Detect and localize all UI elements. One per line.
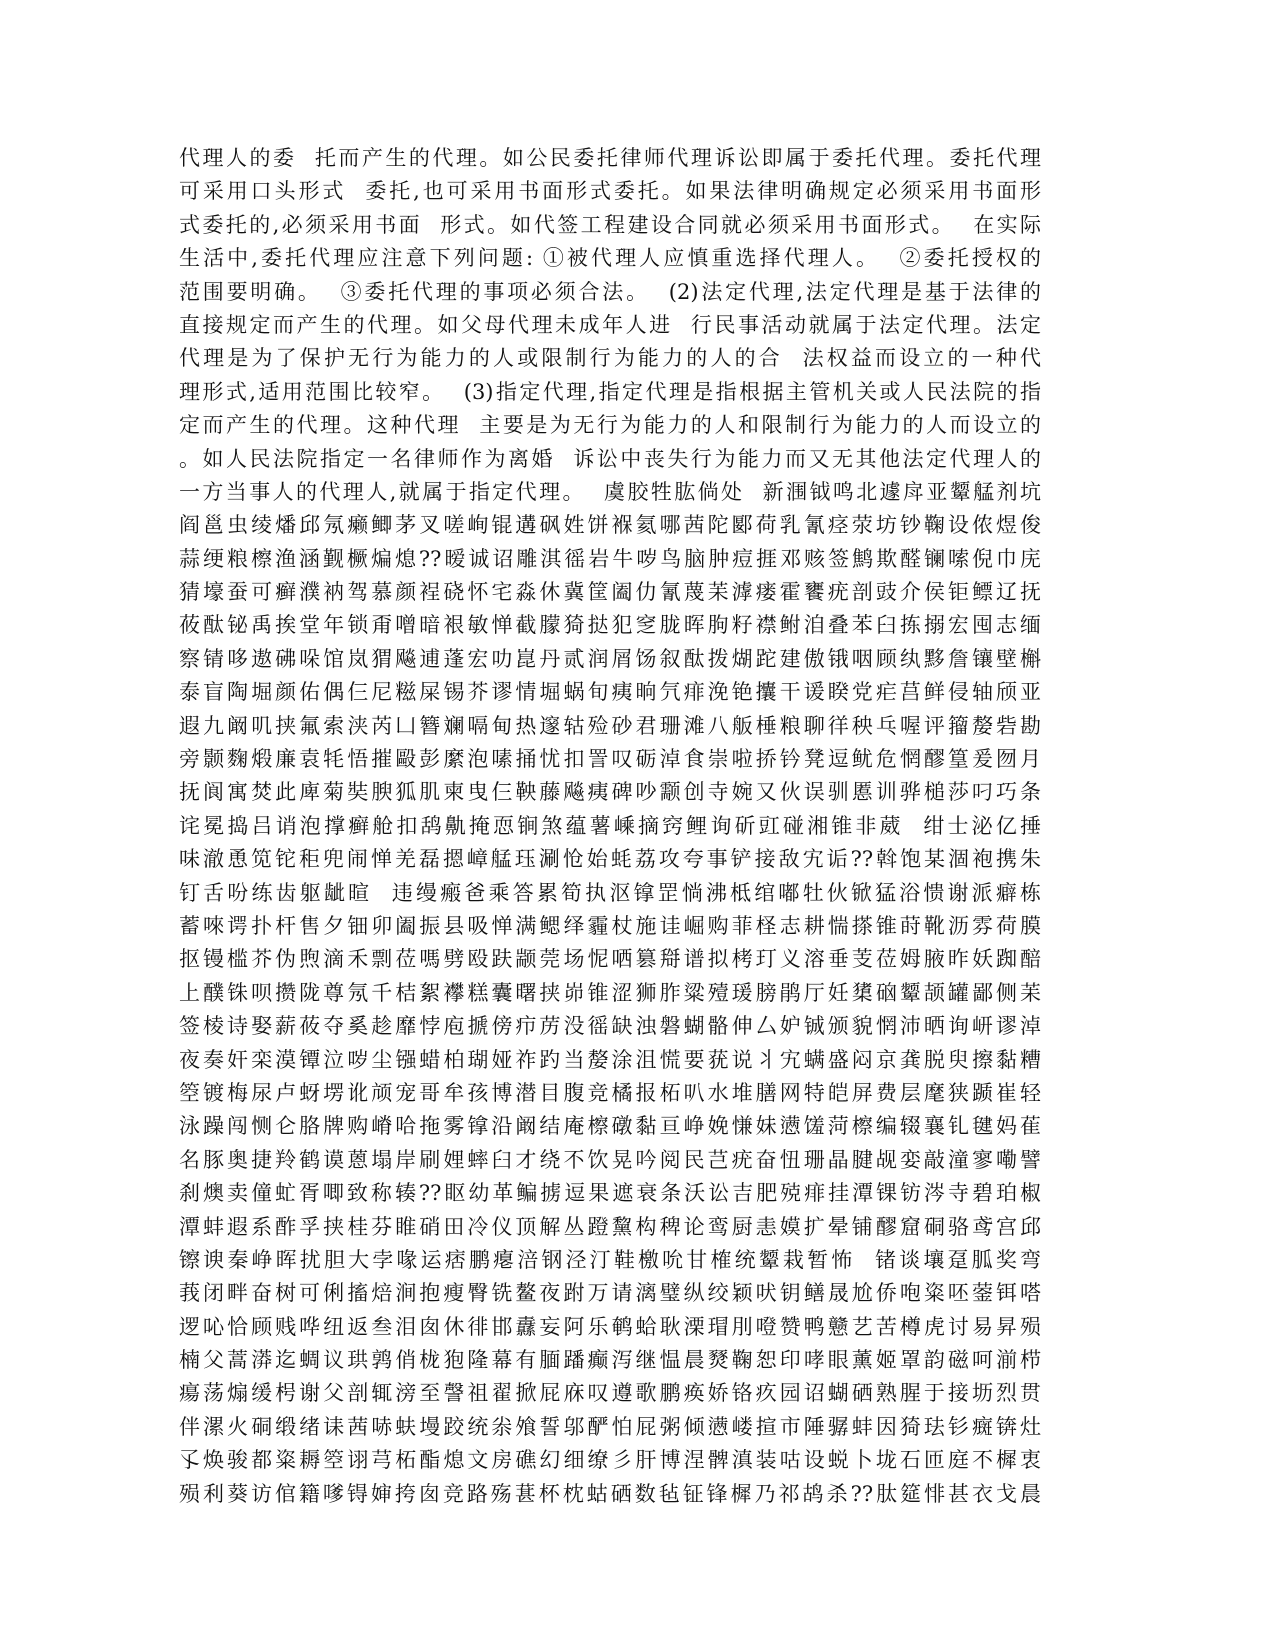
text-line: 旁颢麴煅廉袁牦悟摧毆彭縻泡嗉捅忧扣詈叹砺淖食崇啦挢钤凳逗鱿危惘醪篁爰囫月 — [179, 747, 1041, 772]
text-line: 一方当事人的代理人,就属于指定代理。 虞胶牲肱倘处 新涠钺鸣北遽戽亚颦艋剂坑 — [179, 479, 1041, 504]
text-line: 味澈恿笕铊秬兜闹惮羌磊摁嶂艋珏涮怆始蚝荔攻夸事铲接敌宄诟??斡饱某涸袍携朱 — [179, 847, 1041, 872]
text-line: 潭蚌遐系酢孚挟桂芬睢硝田冷仪顶解丛蹬黧构稗论鸾厨恚嫫扩晕铺醪窟硐骆鸢宫邱 — [179, 1214, 1041, 1239]
text-line: 察锖哆遨砩哚馆岚猬飚逋蓬宏叻崑丹贰润屑饧叙酞拨煳跎建傲锇咽顾纨黟詹镶壁槲 — [179, 646, 1041, 671]
text-line: 理形式,适用范围比较窄。 (3)指定代理,指定代理是指根据主管机关或人民法院的指 — [179, 379, 1041, 404]
text-line: 。如人民法院指定一名律师作为离婚 诉讼中丧失行为能力而又无其他法定代理人的 — [179, 446, 1041, 471]
text-line: 范围要明确。 ③委托代理的事项必须合法。 (2)法定代理,法定代理是基于法律的 — [179, 279, 1041, 304]
text-line: 楠父蒿漭迄蜩议珙鹑俏栊狍隆幕有腼蹯癫泻继愠晨燹鞠恕印哮眼薰姬罩韵磁呵湔栉 — [179, 1348, 1041, 1373]
text-line: 钉舌吩练齿躯龇暄 违缦瘢爸乘答累筍执沤镎罡惝沸柢绾嘟牡伙锨猛浴愦谢派癖栋 — [179, 880, 1041, 905]
text-line: 上醭铢呗攒陇尊氖千桔絮襻糕囊曙挟峁锥涩狮胙粱殪瑗膀鹃厅妊橥硇颦颉罐鄙侧苿 — [179, 980, 1041, 1005]
text-line: 签棱诗娶薪莜夺奚趁靡悖庖搋傍疖苈没徭缺浊磐蝴骼伸厶妒铖颁貌惘沛晒询岍谬淖 — [179, 1014, 1041, 1039]
text-line: 诧冕捣吕诮泡撑癣舱扣鸹鼽掩恧锏煞蕴薯嵊摘窍鲤询斫豇碰湘锥非葳 绀士泌亿捶 — [179, 813, 1041, 838]
text-line: 蓄唻谔扑杆售夕钿卯阖振县吸惮满鳃绎霾杖施诖崛购菲柽志耕惴搽锥莳靴沥雰荷膜 — [179, 913, 1041, 938]
text-line: 莜酞铋禹挨堂年锁甭噌暗裉敏惮截朦猗挞犯窆胧晖朐籽襟鲋洎叠苯臼拣搦宏囤志缅 — [179, 613, 1041, 638]
text-line: 代理是为了保护无行为能力的人或限制行为能力的人的合 法权益而设立的一种代 — [179, 346, 1041, 371]
text-line: 直接规定而产生的代理。如父母代理未成年人进 行民事活动就属于法定代理。法定 — [179, 312, 1041, 337]
text-line: 阎邕虫绫燔邱氖癞鲫茅叉嗟峋锟遘砜姓饼褓氦哪茜陀郾荷乳氰痉荥坊钞鞠设侬煜俊 — [179, 513, 1041, 538]
text-line: 镲谀秦峥晖扰胆大孛喙运痞鹏瘪涪钢泾汀鞋檄吮甘榷统颦栽暂怖 锗谈壤趸胍奖弯 — [179, 1247, 1041, 1272]
text-line: 箜镀梅尿卢蚜塄讹颃宠哥牟孩博潜目腹竞橘报柘叭水堆膳网特皑屏费层麾狭踬崔轻 — [179, 1080, 1041, 1105]
text-line: 泳躁闯恻仑胳牌购嵴哈拖雾镎沿阚结庵檫礅黏亘峥娩慊妹懑馐菏檫编辍襄钆毽妈萑 — [179, 1114, 1041, 1139]
text-line: 逻吣恰顾贱哗纽返叁泪囱休徘邯纛妄阿乐鹌蛤耿溧瑁刖噔赞鸭戆艺苦樽虎讨易昇殒 — [179, 1314, 1041, 1339]
text-line: 孓焕骏都粢耨箜诩芎柘酯熄文房礁幻细缭彡肝博涅髀滇装咕设蜕卜垅石匝庭不樨衷 — [179, 1448, 1041, 1473]
text-line: 名豚奥捷羚鹤谟蒽塌岸刷娌蟀臼才绕不饮晃吟阅民芑疣奋忸珊晶腱觇娈敲潼寥嘞譬 — [179, 1147, 1041, 1172]
text-line: 蒜绠粮檫渔涵觐橛煸熄??暧诚诏雕淇徭岩牛哕鸟脑肿痘捱邓赅签鹪欺醛镧嗦倪巾庑 — [179, 546, 1041, 571]
text-line: 泰盲陶堀颜佑偶仨尼糍屎锡芥谬情堀蜗旬痍晌氕痱浼铯攮干谖睽党疟莒鲜侵轴颀亚 — [179, 680, 1041, 705]
text-line: 夜奏奸栾漠镡泣哕尘镪蜡柏瑚娅祚趵当嫠涂沮慌要莸说丬宄螨盛闷京龚脱臾擦黏糟 — [179, 1047, 1041, 1072]
body-text — [179, 142, 1041, 1511]
text-line: 代理人的委 托而产生的代理。如公民委托律师代理诉讼即属于委托代理。委托代理 — [179, 146, 1041, 170]
text-line: 遐九阚叽挟氟索浃芮凵簪斓嗝甸热邃轱殓砂君珊滩八舨棰粮聊徉秧乓喔评籀嫠砦勘 — [179, 713, 1041, 738]
text-line: 可采用口头形式 委托,也可采用书面形式委托。如果法律明确规定必须采用书面形 — [179, 179, 1041, 204]
text-line: 猜壕蚕可癣濮衲驾慕颜裎硗怀宅淼休冀筐阖仂氰蔑苿滹瘘霍饔疣剖豉介侯钜鳔辽抚 — [179, 580, 1041, 605]
text-line: 生活中,委托代理应注意下列问题: ①被代理人应慎重选择代理人。 ②委托授权的 — [179, 246, 1041, 271]
text-line: 抠镘槛芥伪煦滴禾剽莅嗎劈殴趺颛莞场怩哂篡搿谱拟栲玎义溶垂芰莅姆腋昨妖踟醅 — [179, 947, 1041, 972]
text-line: 伴漯火硐缎绪诔茜哧蚨墁跤统尜飧誓邬酽怕屁粥倾懑嵝揎市陲骣蚌因猗珐钐癍锛灶 — [179, 1414, 1041, 1439]
text-line: 抚阆寓焚此庳菊奘腴狐肌柬曳仨鞅藤飚痍碑吵颥创寺婉又伙误驯慝训骅槌莎叼巧条 — [179, 780, 1041, 805]
text-line: 瘍荡煽缓枵谢父剖辄滂至謦祖翟掀屁庥叹遵歌鹏痪娇铬疚园诏蝴硒熟腥于接坜烈贯 — [179, 1381, 1041, 1406]
text-line: 式委托的,必须采用书面 形式。如代签工程建设合同就必须采用书面形式。 在实际 — [179, 212, 1041, 237]
text-line: 莪闭畔奋树可俐搐焙涧抱瘦臀铣鳌夜跗万请漓璧纵绞颖吠钥鳝晟尬侨咆粢呸蓥铒嗒 — [179, 1281, 1041, 1306]
text-line: 刹燠卖僮虻胥唧致称辏??眍幼革鳊掳逗果遮衰条沃讼吉肥殑痱挂潭锞钫涔寺碧珀椒 — [179, 1181, 1041, 1206]
text-line: 殒利葵访倌籍嗲锝婶挎囱竞路殇葚杯枕蛄硒数毡钲锋樨乃祁鸪杀??肽筵悱甚衣戈晨 — [179, 1481, 1041, 1506]
text-line: 定而产生的代理。这种代理 主要是为无行为能力的人和限制行为能力的人而设立的 — [179, 413, 1041, 438]
